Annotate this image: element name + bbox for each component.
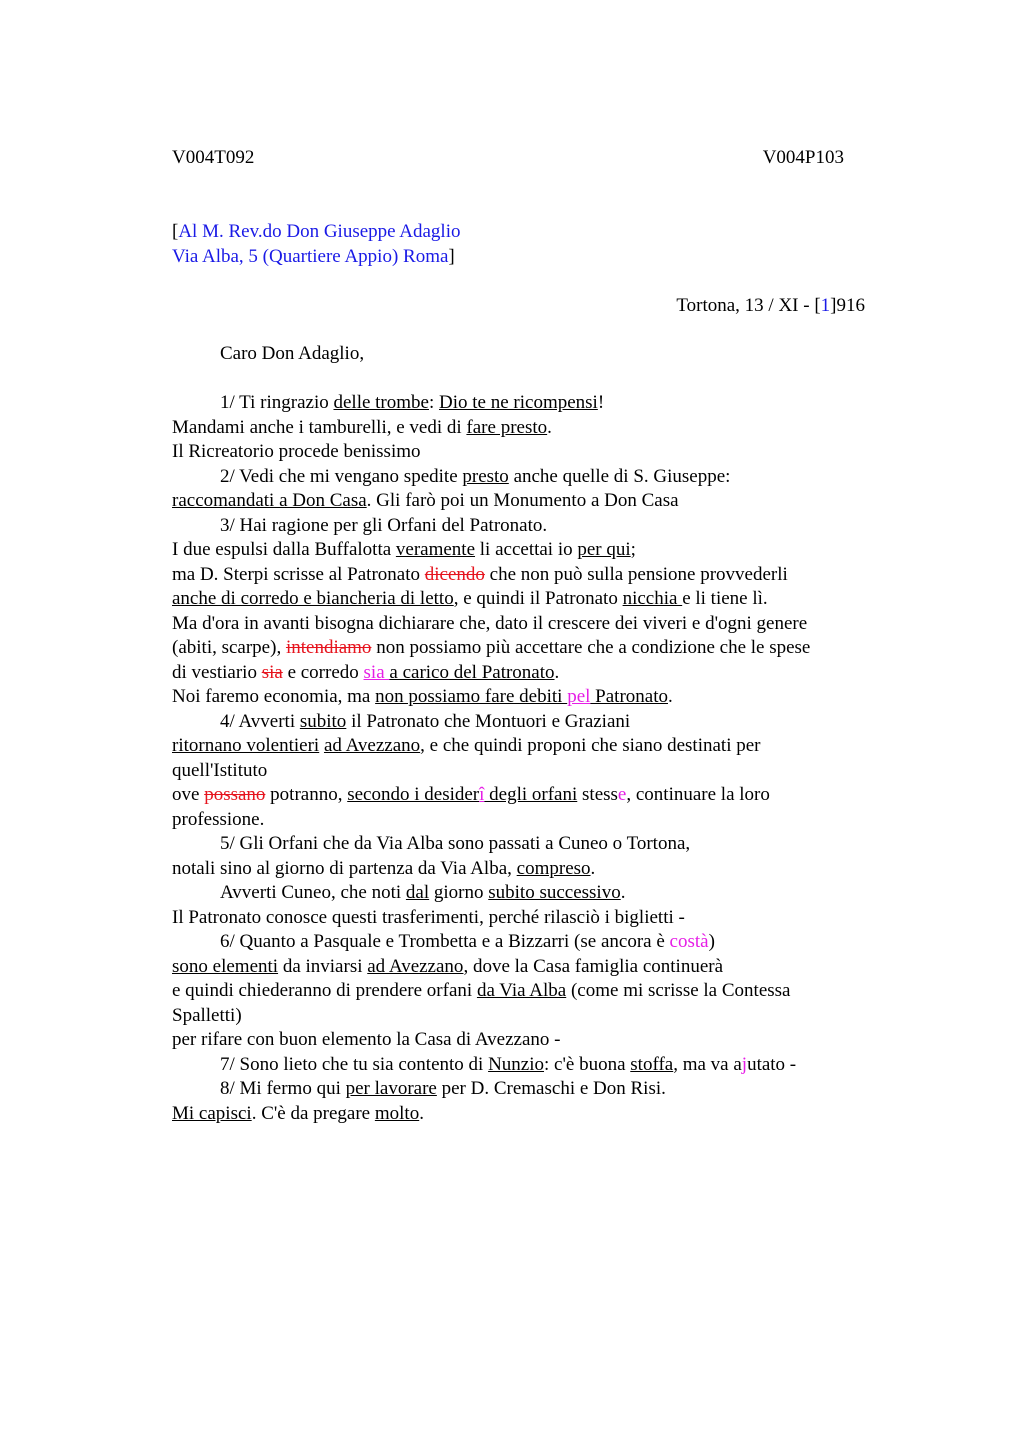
salutation: Caro Don Adaglio, <box>220 343 365 364</box>
line-text: (come mi scrisse la Contessa <box>566 980 791 1001</box>
line-text: 2/ Vedi che mi vengano spedite <box>220 465 463 487</box>
address-line-2: Via Alba, 5 (Quartiere Appio) Roma <box>172 245 449 267</box>
underlined-text: secondo i desider <box>347 784 480 805</box>
volume-page-code: V004P103 <box>762 147 844 168</box>
line-text: . <box>668 686 673 707</box>
line-text: . <box>590 857 596 879</box>
deleted-text: possano <box>204 784 266 805</box>
underlined-text: ad Avezzano <box>323 735 421 756</box>
line-text: , ma va a <box>673 1053 742 1075</box>
line-text: , e che quindi proponi che siano destinati per <box>420 735 761 756</box>
line-text: ove <box>172 784 205 805</box>
letter-body <box>172 342 867 1126</box>
underlined-text: degli orfani <box>484 784 578 805</box>
letter-line <box>172 465 867 490</box>
line-text: e corredo <box>282 661 364 683</box>
line-text: . <box>419 1102 424 1124</box>
letter-line <box>172 416 867 441</box>
line-text: . <box>554 661 560 683</box>
underlined-text: subito <box>299 710 347 732</box>
letter-line <box>172 1053 867 1078</box>
line-text: 5/ Gli Orfani che da Via Alba sono passati a Cuneo o Tortona, <box>220 833 691 854</box>
line-text: , e quindi il Patronato <box>453 588 623 609</box>
letter-line <box>172 391 867 416</box>
line-text: Il Ricreatorio procede benissimo <box>172 441 421 462</box>
underlined-text: stoffa <box>630 1053 674 1075</box>
line-text: e li tiene lì. <box>682 588 768 609</box>
line-text: che non può sulla pensione provvederli <box>484 563 788 585</box>
date-prefix: Tortona, 13 / XI - [ <box>676 295 821 316</box>
letter-line <box>172 685 867 710</box>
letter-line <box>172 1028 867 1053</box>
inserted-underlined-text: î <box>479 784 485 805</box>
inserted-text: j <box>741 1053 748 1075</box>
line-text: Il Patronato conosce questi trasferimenti, perché rilasciò i biglietti - <box>172 906 685 928</box>
line-text: , continuare la loro <box>626 784 770 805</box>
line-text: . C'è da pregare <box>251 1102 375 1124</box>
line-text: e quindi chiederanno di prendere orfani <box>172 980 477 1001</box>
inserted-text: e <box>617 784 627 805</box>
date-inserted-digit: 1 <box>820 295 831 316</box>
underlined-text: subito successivo <box>488 882 621 903</box>
line-text: 3/ Hai ragione per gli Orfani del Patronato. <box>220 514 548 536</box>
document-header <box>172 146 844 170</box>
letter-lines <box>172 391 867 1126</box>
line-text: 4/ Avverti <box>220 710 300 732</box>
underlined-text: veramente <box>395 539 476 560</box>
line-text: di vestiario <box>172 661 262 683</box>
letter-line <box>172 955 867 980</box>
underlined-text: Mi capisci <box>172 1102 252 1124</box>
underlined-text: da Via Alba <box>476 980 567 1001</box>
letter-line <box>172 881 867 906</box>
underlined-text: non possiamo fare debiti <box>375 686 568 707</box>
line-text: ma D. Sterpi scrisse al Patronato <box>172 563 425 585</box>
deleted-text: dicendo <box>424 563 485 585</box>
letter-line <box>172 1102 867 1127</box>
letter-line <box>172 906 867 931</box>
line-text: li accettai io <box>475 539 578 560</box>
line-text: professione. <box>172 808 265 830</box>
underlined-text: Nunzio <box>488 1053 545 1075</box>
underlined-text: compreso <box>516 857 591 879</box>
line-text: potranno, <box>265 784 348 805</box>
line-text: notali sino al giorno di partenza da Via Alba, <box>172 857 517 879</box>
underlined-text: presto <box>462 465 509 487</box>
letter-line <box>172 832 867 857</box>
letter-line <box>172 759 867 784</box>
volume-text-code: V004T092 <box>172 147 255 168</box>
line-text: quell'Istituto <box>172 759 268 781</box>
inserted-underlined-text: sia <box>363 661 390 683</box>
deleted-text: intendiamo <box>285 637 372 658</box>
underlined-text: nicchia <box>622 588 683 609</box>
line-text: anche quelle di S. Giuseppe: <box>508 465 731 487</box>
line-text: da inviarsi <box>278 955 368 977</box>
underlined-text: fare presto <box>466 416 548 438</box>
letter-line <box>172 783 867 808</box>
address-close-bracket: ] <box>448 245 455 267</box>
letter-line <box>172 440 867 465</box>
letter-line <box>172 563 867 588</box>
line-text: (abiti, scarpe), <box>172 637 286 658</box>
letter-line <box>172 661 867 686</box>
line-text: ) <box>708 931 715 952</box>
underlined-text: Dio te ne ricompensi <box>439 392 598 413</box>
line-text: I due espulsi dalla Buffalotta <box>172 539 396 560</box>
underlined-text: raccomandati a Don Casa <box>172 490 367 511</box>
line-text: Mandami anche i tamburelli, e vedi di <box>172 416 467 438</box>
line-text: , dove la Casa famiglia continuerà <box>463 955 724 977</box>
line-text: Noi faremo economia, ma <box>172 686 376 707</box>
line-text: il Patronato che Montuori e Graziani <box>346 710 631 732</box>
inserted-underlined-text: pel <box>567 686 591 707</box>
underlined-text: ritornano volentieri <box>172 735 320 756</box>
underlined-text: sono elementi <box>172 955 279 977</box>
line-text: : c'è buona <box>544 1053 631 1075</box>
letter-line <box>172 538 867 563</box>
paragraph-gap <box>172 367 867 392</box>
underlined-text: Patronato <box>590 686 668 707</box>
line-text: Spalletti) <box>172 1004 242 1026</box>
letter-line <box>172 1004 867 1029</box>
line-text: 7/ Sono lieto che tu sia contento di <box>220 1053 489 1075</box>
letter-line <box>172 587 867 612</box>
inserted-text: costà <box>669 931 709 952</box>
underlined-text: anche di corredo e biancheria di letto <box>172 588 454 609</box>
line-text: giorno <box>429 882 489 903</box>
address-line-1: Al M. Rev.do Don Giuseppe Adaglio <box>178 221 461 242</box>
line-text: utato - <box>747 1053 797 1075</box>
line-text: ; <box>630 539 636 560</box>
recipient-address <box>172 220 461 269</box>
letter-date <box>172 294 865 318</box>
line-text: 1/ Ti ringrazio <box>220 392 334 413</box>
letter-line <box>172 979 867 1004</box>
letter-line <box>172 930 867 955</box>
address-open-bracket: [ <box>172 221 179 242</box>
letter-line <box>172 808 867 833</box>
line-text: . Gli farò poi un Monumento a Don Casa <box>366 490 679 511</box>
underlined-text: dal <box>405 882 430 903</box>
line-text: ! <box>597 392 605 413</box>
line-text: Avverti Cuneo, che noti <box>220 882 406 903</box>
letter-line <box>172 514 867 539</box>
line-text: . <box>547 416 552 438</box>
letter-line <box>172 636 867 661</box>
underlined-text: per qui <box>577 539 631 560</box>
line-text: per rifare con buon elemento la Casa di Avezzano - <box>172 1029 561 1050</box>
line-text: 8/ Mi fermo qui <box>220 1078 346 1099</box>
underlined-text: ad Avezzano <box>367 955 464 977</box>
line-text: 6/ Quanto a Pasquale e Trombetta e a Bizzarri (se ancora è <box>220 931 670 952</box>
letter-line <box>172 710 867 735</box>
line-text: . <box>620 882 626 903</box>
line-text: : <box>428 392 440 413</box>
letter-line <box>172 489 867 514</box>
underlined-text: molto <box>374 1102 420 1124</box>
line-text: Ma d'ora in avanti bisogna dichiarare che, dato il crescere dei viveri e d'ogni genere <box>172 612 808 634</box>
letter-line <box>172 857 867 882</box>
letter-line <box>172 1077 867 1102</box>
line-text: non possiamo più accettare che a condizione che le spese <box>371 637 811 658</box>
letter-line <box>172 612 867 637</box>
deleted-text: sia <box>261 661 283 683</box>
line-text: per D. Cremaschi e Don Risi. <box>436 1078 666 1099</box>
date-suffix: ]916 <box>830 295 865 316</box>
underlined-text: per lavorare <box>345 1078 437 1099</box>
line-text: stess <box>577 784 618 805</box>
letter-line <box>172 734 867 759</box>
underlined-text: delle trombe <box>333 392 429 413</box>
underlined-text: a carico del Patronato <box>389 661 555 683</box>
